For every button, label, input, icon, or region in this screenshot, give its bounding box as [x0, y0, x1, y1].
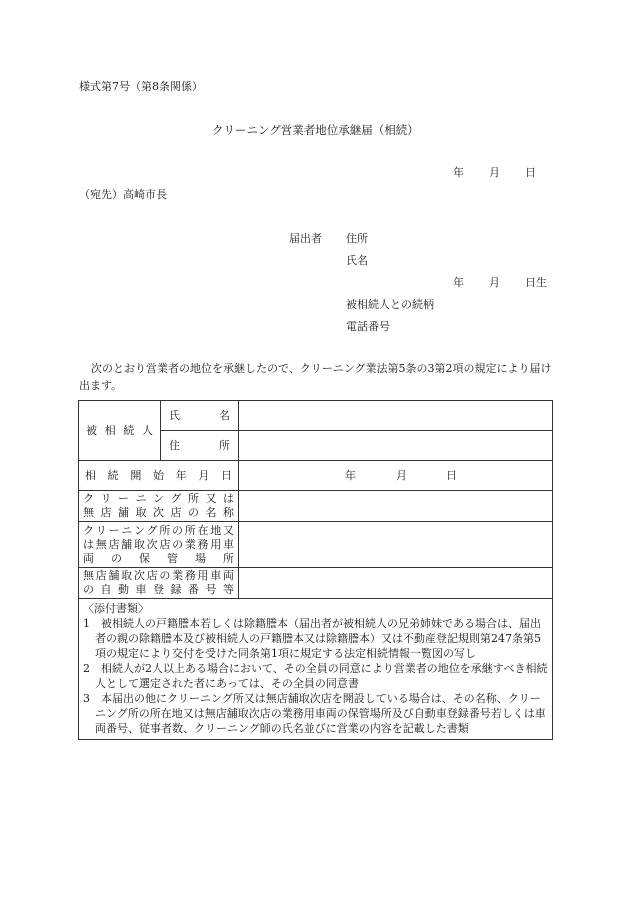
vehicle-label-line1: 無店舗取次店の業務用車両 — [83, 569, 234, 582]
name-label: 氏名 — [169, 408, 230, 422]
location-field[interactable] — [239, 522, 553, 568]
applicant-address-label: 住所 — [346, 232, 368, 245]
shop-name-label-cell — [79, 491, 239, 522]
start-year: 年 — [345, 468, 356, 482]
attachments-heading: 〈添付書類〉 — [83, 602, 149, 615]
shop-name-label-line2: 無店舗取次店の名称 — [83, 506, 234, 519]
vehicle-number-field[interactable] — [239, 568, 553, 599]
row-location — [79, 522, 553, 568]
row-start-date — [79, 461, 553, 491]
address-label-cell — [161, 431, 239, 461]
birth-day: 日生 — [525, 276, 547, 289]
birth-month: 月 — [489, 276, 500, 289]
start-month: 月 — [396, 468, 407, 482]
notification-table — [78, 400, 553, 740]
row-attachments — [79, 599, 553, 740]
attachments-cell — [79, 599, 553, 740]
shop-name-label-line1: クリーニング所又は — [83, 492, 234, 505]
attachment-item-3: 3 本届出の他にクリーニング所又は無店舗取次店を開設している場合は、その名称、クリーニング所の所在地又は無店舗取次店の業務用車両の保管場所及び自動車登録番号若しくは車両番号、従事者数、クリーニング師の氏名並びに営業の内容を記載した書類 — [83, 692, 546, 735]
applicant-label: 届出者 — [289, 232, 322, 245]
date-month: 月 — [489, 166, 500, 179]
deceased-address-field[interactable] — [239, 431, 553, 461]
start-date-label-cell — [79, 461, 239, 491]
date-day: 日 — [525, 166, 536, 179]
vehicle-label-cell — [79, 568, 239, 599]
deceased-name-field[interactable] — [239, 401, 553, 431]
attachment-item-2: 2 相続人が2人以上ある場合において、その全員の同意により営業者の地位を承継すべき相続人として選定された者にあっては、その全員の同意書 — [83, 662, 548, 690]
shop-name-field[interactable] — [239, 491, 553, 522]
lead-paragraph: 次のとおり営業者の地位を承継したので、クリーニング業法第5条の3第2項の規定により届け出ます。 — [79, 362, 552, 392]
location-label-line2: は無店舗取次店の業務用車 — [83, 537, 234, 551]
deceased-label: 被相続人 — [86, 423, 153, 437]
row-vehicle — [79, 568, 553, 599]
deceased-label-cell — [79, 401, 161, 461]
start-date-label: 相続開始年月日 — [85, 468, 232, 482]
addressee: （宛先）高崎市長 — [79, 188, 167, 201]
location-label-line3: 両の保管場所 — [83, 551, 234, 565]
relation-label: 被相続人との続柄 — [346, 298, 434, 311]
address-label: 住所 — [169, 438, 230, 452]
location-label-line1: クリーニング所の所在地又 — [83, 523, 234, 537]
attachment-item-1: 1 被相続人の戸籍謄本若しくは除籍謄本（届出者が被相続人の兄弟姉妹である場合は、届出者の親の除籍謄本及び被相続人の戸籍謄本又は除籍謄本）又は不動産登記規則第247条第5項の規定により交付を受けた同条第1項に規定する法定相続情報一覧図の写し — [83, 617, 541, 660]
start-date-field[interactable] — [239, 461, 553, 491]
start-day: 日 — [446, 468, 457, 482]
applicant-name-label: 氏名 — [346, 254, 368, 267]
row-deceased-name — [79, 401, 553, 431]
name-label-cell — [161, 401, 239, 431]
row-shop-name — [79, 491, 553, 522]
phone-label: 電話番号 — [346, 320, 390, 333]
form-number: 様式第7号（第8条関係） — [79, 80, 203, 93]
vehicle-label-line2: の自動車登録番号等 — [83, 583, 234, 596]
location-label-cell — [79, 522, 239, 568]
date-year: 年 — [453, 166, 464, 179]
birth-year: 年 — [453, 276, 464, 289]
document-title: クリーニング営業者地位承継届（相続） — [212, 123, 419, 137]
